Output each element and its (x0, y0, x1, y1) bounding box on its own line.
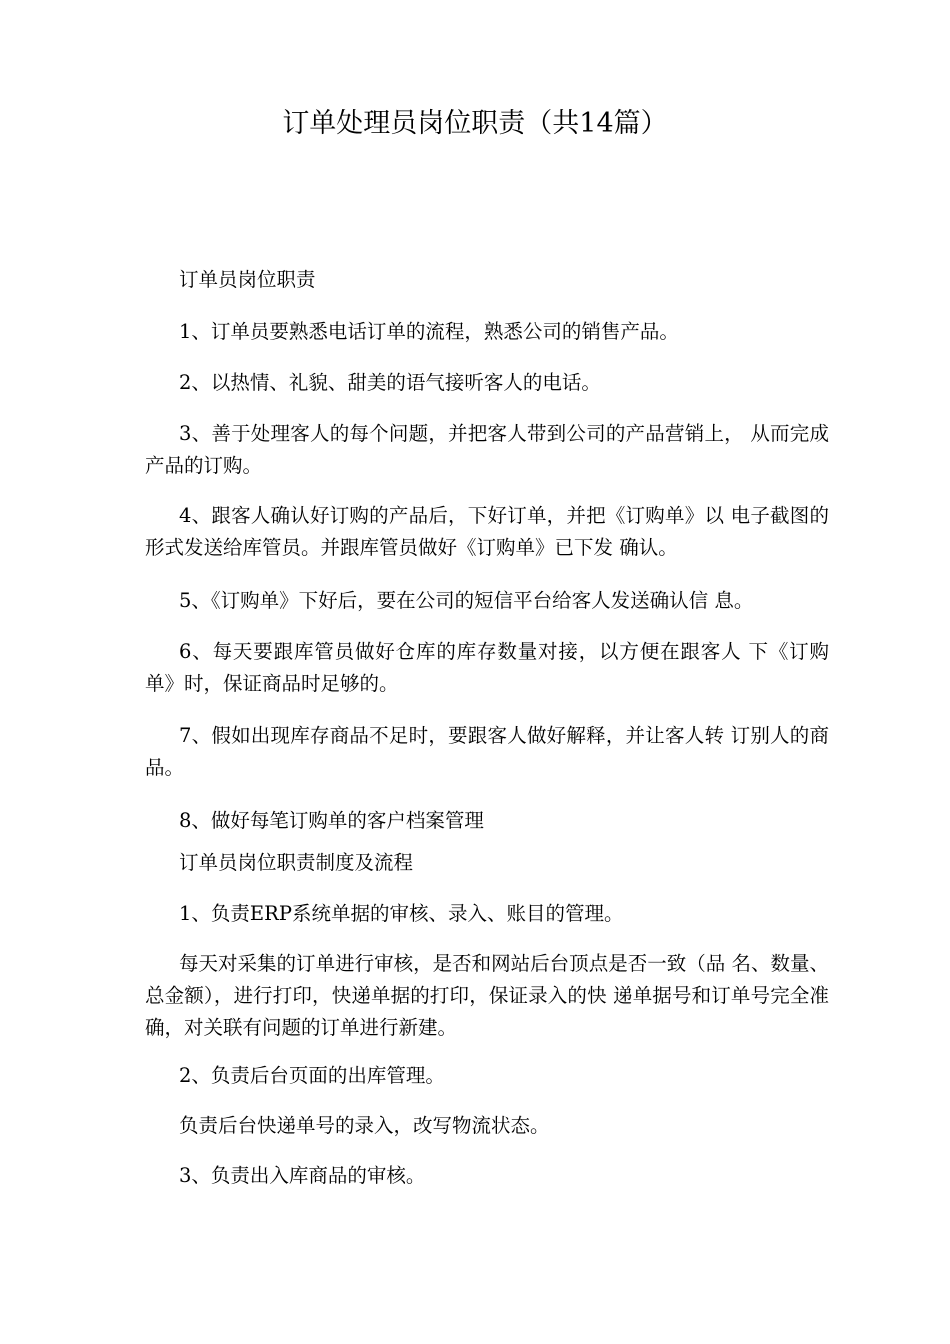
section-heading-duties-and-process: 订单员岗位职责制度及流程 (179, 851, 414, 874)
paragraph-tracking-entry: 负责后台快递单号的录入，改写物流状态。 (179, 1114, 550, 1137)
paragraph-order-review: 每天对采集的订单进行审核，是否和网站后台顶点是否一致（品 名、数量、总金额），进行打印，快递单据的打印，保证录入的快 递单据号和订单号完全准确，对关联有问题的订单进行新建。 (145, 952, 829, 1039)
paragraph-item-7: 7、假如出现库存商品不足时，要跟客人做好解释，并让客人转 订别人的商品。 (145, 724, 829, 779)
paragraph-item-2: 2、以热情、礼貌、甜美的语气接听客人的电话。 (179, 371, 601, 394)
paragraph-item-8: 8、做好每笔订购单的客户档案管理 (179, 809, 484, 832)
paragraph-erp-item-1: 1、负责ERP系统单据的审核、录入、账目的管理。 (179, 902, 624, 925)
paragraph-erp-item-2: 2、负责后台页面的出库管理。 (179, 1064, 445, 1087)
paragraph-item-3: 3、善于处理客人的每个问题，并把客人带到公司的产品营销上， 从而完成产品的订购。 (145, 422, 829, 477)
paragraph-erp-item-3: 3、负责出入库商品的审核。 (179, 1164, 426, 1187)
paragraph-item-4: 4、跟客人确认好订购的产品后，下好订单，并把《订购单》以 电子截图的形式发送给库管员。并跟库管员做好《订购单》已下发 确认。 (145, 504, 829, 559)
paragraph-item-5: 5、《订购单》下好后，要在公司的短信平台给客人发送确认信 息。 (179, 589, 754, 612)
section-heading-order-clerk-duties: 订单员岗位职责 (179, 268, 316, 291)
paragraph-item-6: 6、每天要跟库管员做好仓库的库存数量对接，以方便在跟客人 下《订购单》时，保证商品时足够的。 (145, 640, 829, 695)
document-title: 订单处理员岗位职责（共14篇） (282, 108, 668, 139)
paragraph-item-1: 1、订单员要熟悉电话订单的流程，熟悉公司的销售产品。 (179, 320, 679, 343)
